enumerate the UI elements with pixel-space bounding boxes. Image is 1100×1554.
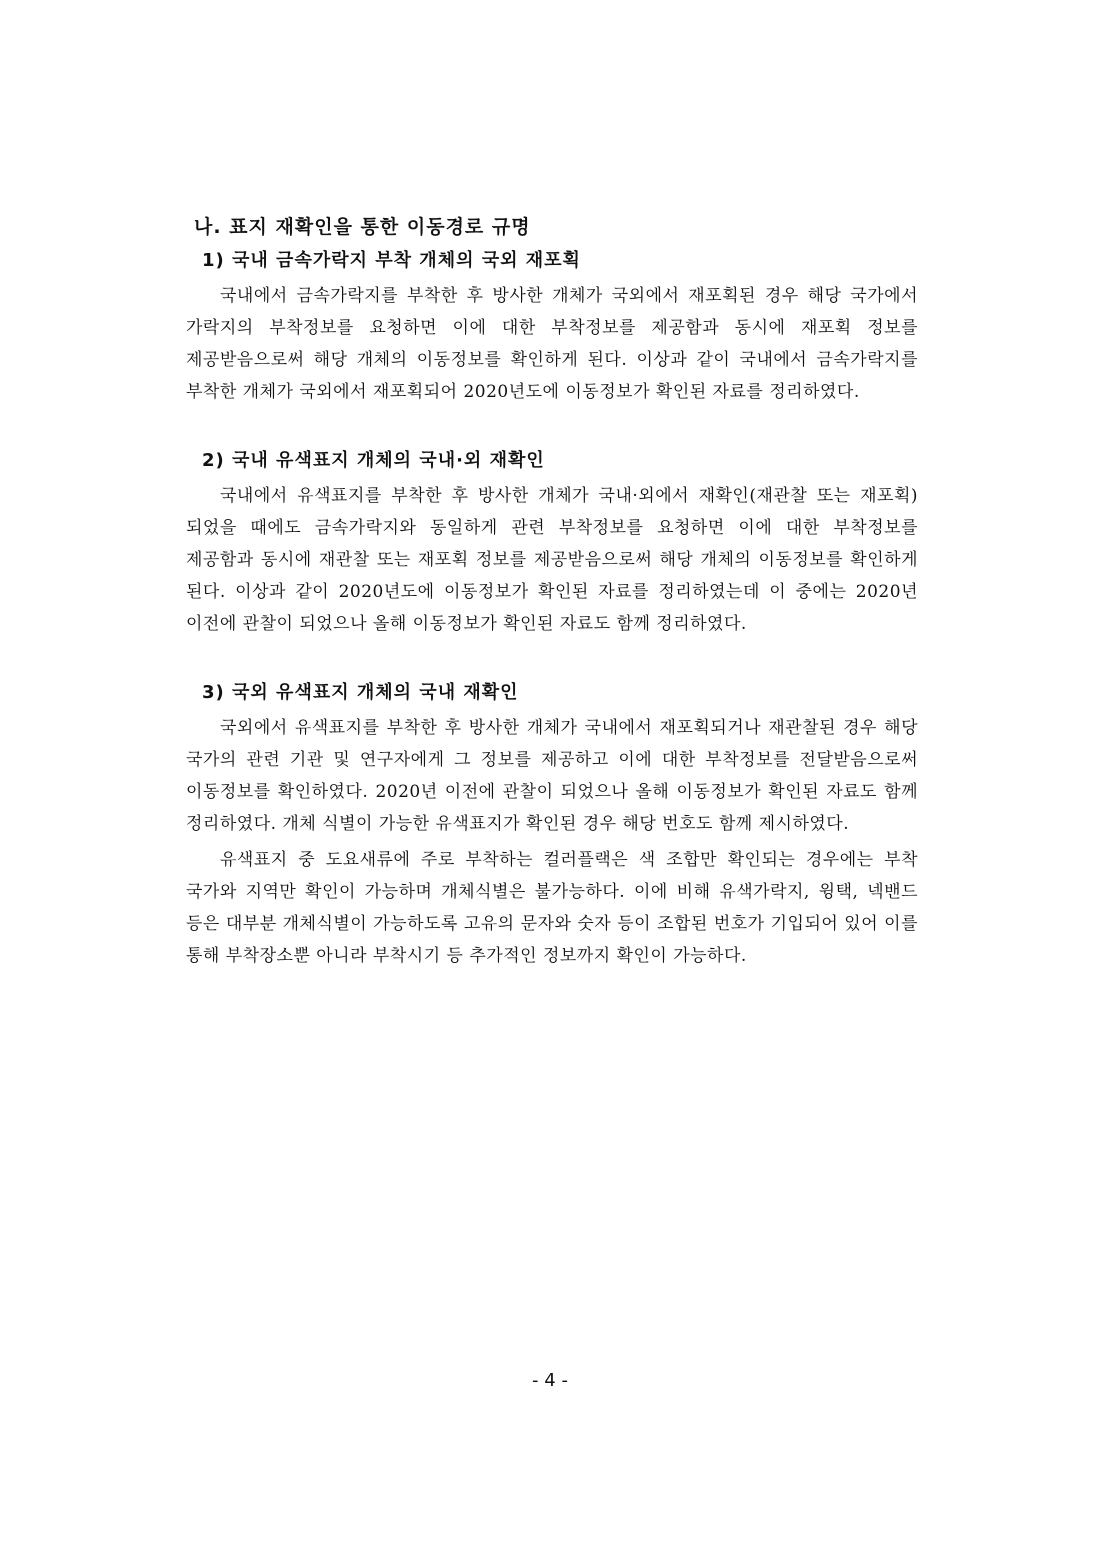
subsection-2 xyxy=(186,444,918,640)
section-title: 나. 표지 재확인을 통한 이동경로 규명 xyxy=(194,216,531,238)
subsection-1 xyxy=(186,244,918,408)
subsection-2-paragraph-1: 국내에서 유색표지를 부착한 후 방사한 개체가 국내·외에서 재확인(재관찰 또는 재포획)되었을 때에도 금속가락지와 동일하게 관련 부착정보를 요청하면 이에 대한 부착정보를 제공함과 동시에 재관찰 또는 재포획 정보를 제공받음으로써 해당 개체의 이동정보를 확인하게 된다. 이상과 같이 2020년도에 이동정보가 확인된 자료를 정리하였는데 이 중에는 2020년 이전에 관찰이 되었으나 올해 이동정보가 확인된 자료도 함께 정리하였다. xyxy=(186,486,918,634)
subsection-3-paragraph-1: 국외에서 유색표지를 부착한 후 방사한 개체가 국내에서 재포획되거나 재관찰된 경우 해당 국가의 관련 기관 및 연구자에게 그 정보를 제공하고 이에 대한 부착정보를 전달받음으로써 이동정보를 확인하였다. 2020년 이전에 관찰이 되었으나 올해 이동정보가 확인된 자료도 함께 정리하였다. 개체 식별이 가능한 유색표지가 확인된 경우 해당 번호도 함께 제시하였다. xyxy=(186,718,918,834)
subsection-3-paragraph-2: 유색표지 중 도요새류에 주로 부착하는 컬러플랙은 색 조합만 확인되는 경우에는 부착 국가와 지역만 확인이 가능하며 개체식별은 불가능하다. 이에 비해 유색가락지, 윙택, 넥밴드 등은 대부분 개체식별이 가능하도록 고유의 문자와 숫자 등이 조합된 번호가 기입되어 있어 이를 통해 부착장소뿐 아니라 부착시기 등 추가적인 정보까지 확인이 가능하다. xyxy=(186,850,918,966)
subsection-2-title: 2) 국내 유색표지 개체의 국내·외 재확인 xyxy=(202,450,545,471)
subsection-3-title: 3) 국외 유색표지 개체의 국내 재확인 xyxy=(202,682,519,703)
subsection-1-paragraph-1: 국내에서 금속가락지를 부착한 후 방사한 개체가 국외에서 재포획된 경우 해당 국가에서 가락지의 부착정보를 요청하면 이에 대한 부착정보를 제공함과 동시에 재포획 정보를 제공받음으로써 해당 개체의 이동정보를 확인하게 된다. 이상과 같이 국내에서 금속가락지를 부착한 개체가 국외에서 재포획되어 2020년도에 이동정보가 확인된 자료를 정리하였다. xyxy=(186,286,918,402)
subsection-3 xyxy=(186,676,918,972)
document-page xyxy=(186,210,918,1008)
subsection-1-title: 1) 국내 금속가락지 부착 개체의 국외 재포획 xyxy=(202,250,581,271)
page-number: - 4 - xyxy=(532,1370,568,1391)
